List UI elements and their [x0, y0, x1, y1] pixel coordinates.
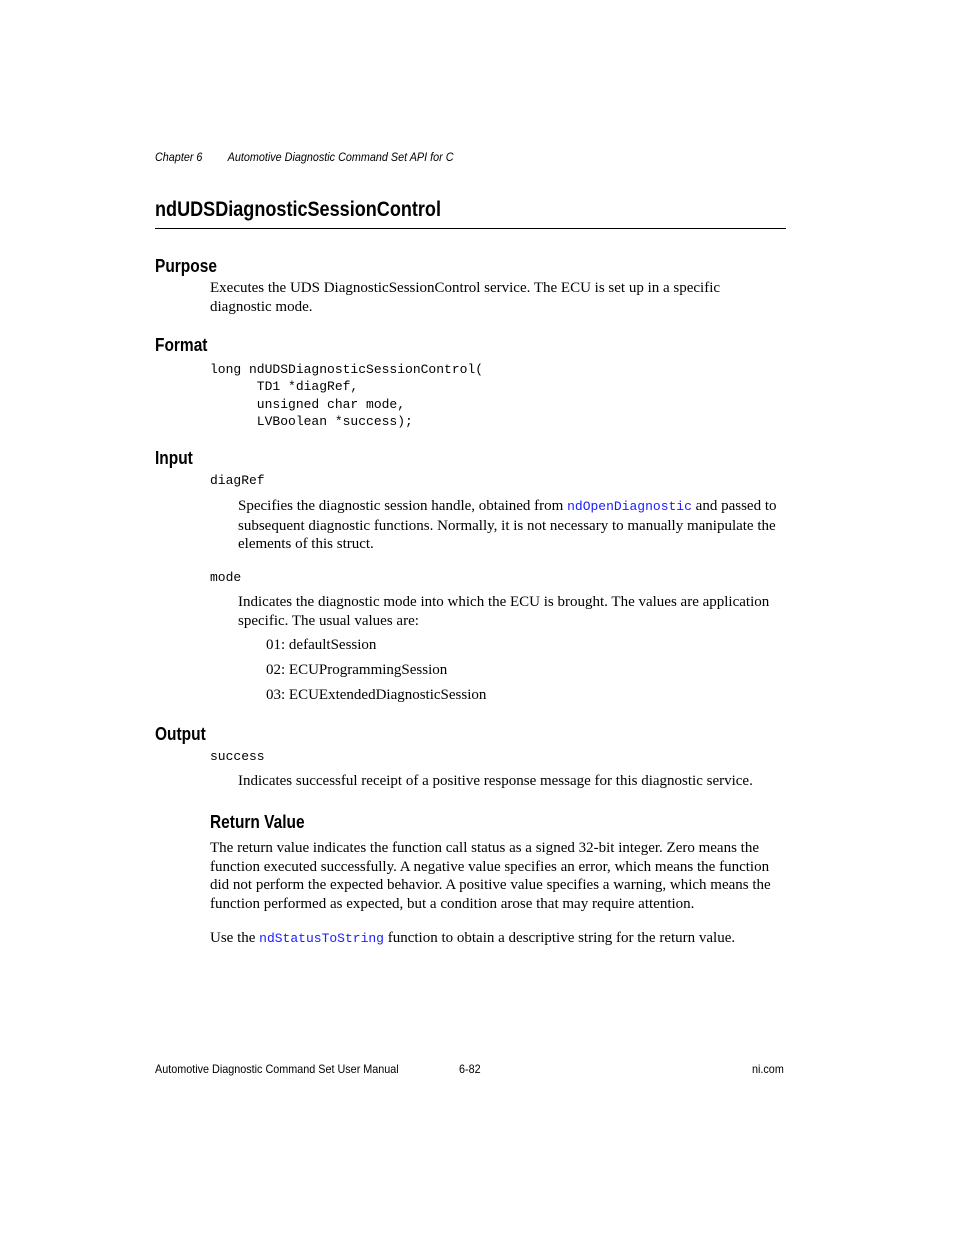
footer-page-number: 6-82 — [459, 1062, 481, 1076]
footer-manual-title: Automotive Diagnostic Command Set User Manual — [155, 1062, 399, 1076]
param-success: success — [210, 749, 265, 764]
param-mode: mode — [210, 570, 242, 585]
chapter-number: Chapter 6 — [155, 150, 203, 164]
purpose-heading: Purpose — [155, 256, 217, 276]
output-heading: Output — [155, 724, 206, 744]
page-title: ndUDSDiagnosticSessionControl — [155, 198, 441, 221]
title-rule — [155, 228, 786, 229]
diagref-text-after: and passed to subsequent diagnostic functions. Normally, it is not necessary to manually manipulate the elements of this struct. — [238, 498, 777, 553]
return-value-heading: Return Value — [210, 812, 305, 832]
return-value-usage — [210, 929, 786, 949]
format-code: long ndUDSDiagnosticSessionControl( TD1 *diagRef, unsigned char mode, LVBoolean *success); — [210, 362, 484, 430]
usage-text-before: Use the — [210, 930, 260, 946]
success-description: Indicates successful receipt of a positive response message for this diagnostic service. — [238, 773, 753, 789]
return-value-text: The return value indicates the function call status as a signed 32-bit integer. Zero means the function executed successfully. A negative value specifies an error, which means the function did not perform the expected behavior. A positive value specifies a warning, which means the function performed as expected, but a condition arose that may require attention. — [210, 840, 771, 913]
running-header — [155, 150, 454, 164]
ndopendiagnostic-link[interactable]: ndOpenDiagnostic — [567, 499, 692, 514]
mode-description: Indicates the diagnostic mode into which the ECU is brought. The values are application specific. The usual values are: — [238, 594, 770, 629]
param-diagref: diagRef — [210, 473, 265, 488]
chapter-title: Automotive Diagnostic Command Set API for C — [227, 150, 454, 164]
mode-value-item: 02: ECUProgrammingSession — [266, 662, 448, 678]
footer-site: ni.com — [752, 1062, 784, 1076]
purpose-text: Executes the UDS DiagnosticSessionControl service. The ECU is set up in a specific diagnostic mode. — [210, 280, 721, 315]
ndstatustostring-link[interactable]: ndStatusToString — [259, 931, 384, 946]
format-heading: Format — [155, 335, 208, 355]
mode-value-item: 01: defaultSession — [266, 637, 377, 653]
input-heading: Input — [155, 448, 193, 468]
diagref-text-before: Specifies the diagnostic session handle, obtained from — [238, 498, 568, 514]
mode-value-item: 03: ECUExtendedDiagnosticSession — [266, 687, 487, 703]
diagref-description — [238, 497, 786, 554]
usage-text-after: function to obtain a descriptive string for the return value. — [383, 930, 736, 946]
